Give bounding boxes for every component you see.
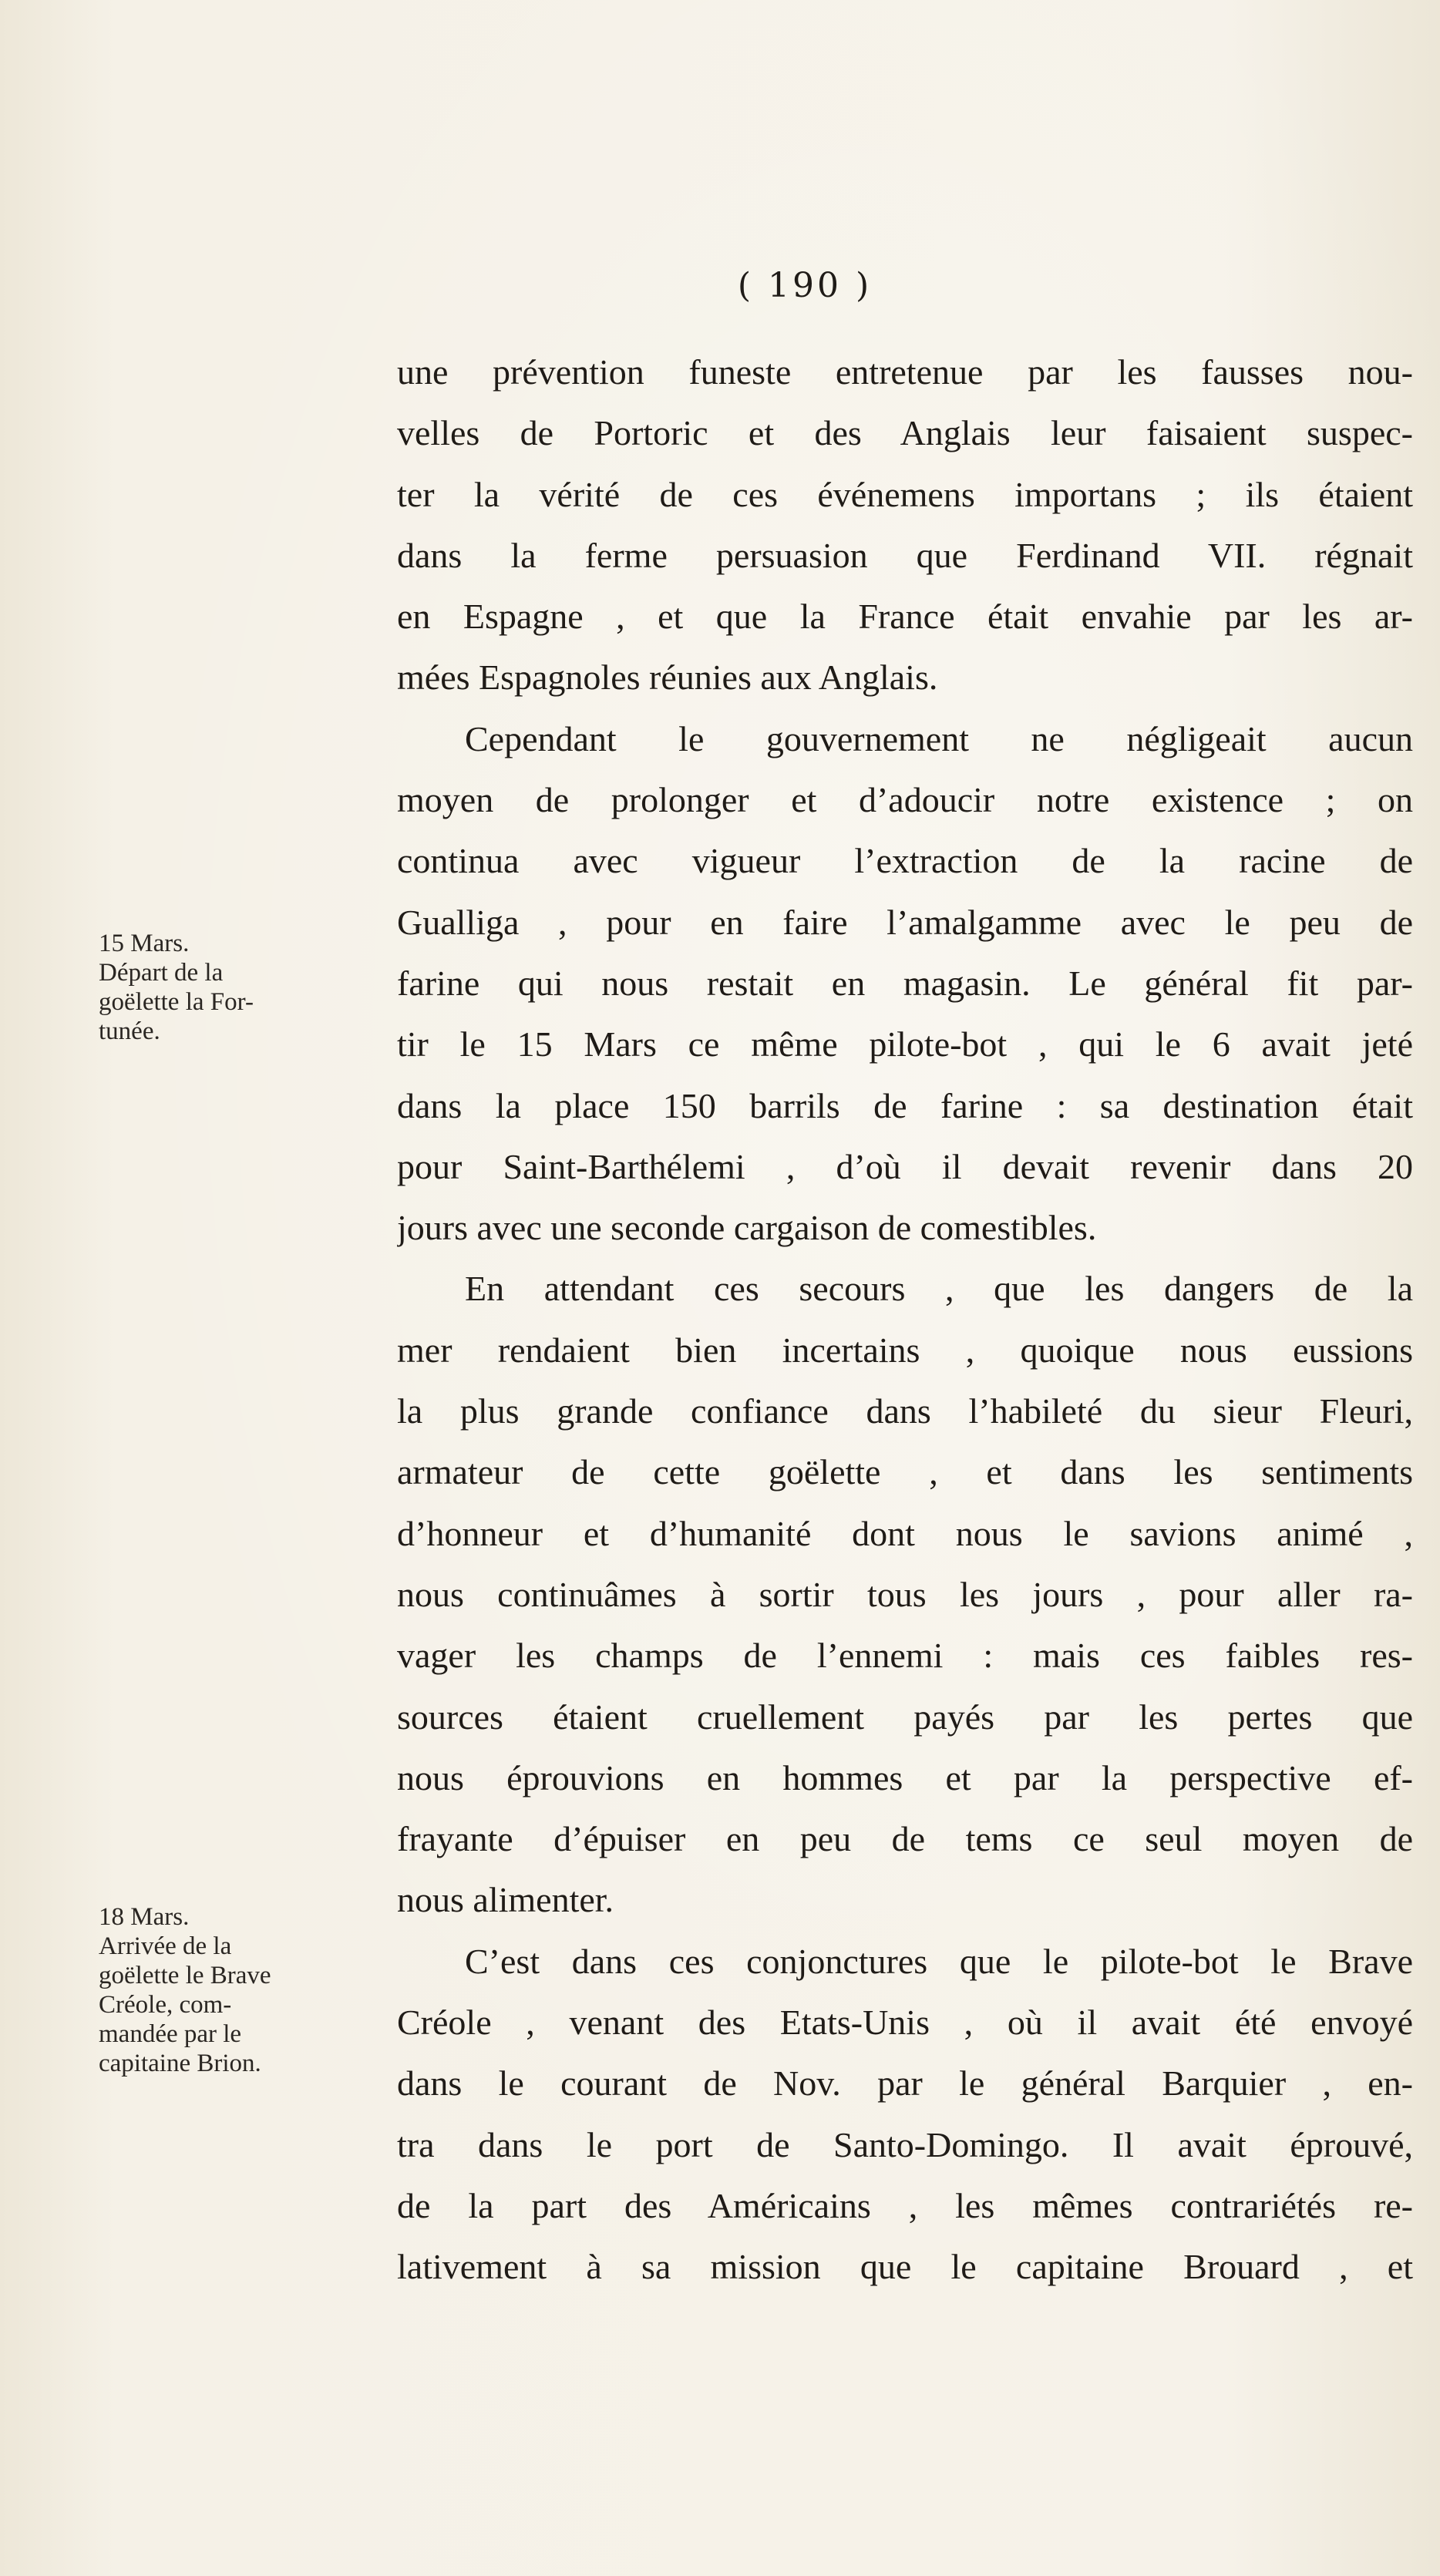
body-text <box>397 341 1413 2298</box>
text-line: frayante d’épuiser en peu de tems ce seul moyen de <box>397 1819 1413 1859</box>
paragraph-4 <box>397 1931 1413 2298</box>
text-line: lativement à sa mission que le capitaine Brouard , et <box>397 2247 1413 2287</box>
text-line: C’est dans ces conjonctures que le pilote-bot le Brave <box>465 1941 1413 1981</box>
margin-note-line: Arrivée de la <box>99 1932 232 1960</box>
text-line: farine qui nous restait en magasin. Le général fit par- <box>397 963 1413 1003</box>
text-line: dans la place 150 barrils de farine : sa destination était <box>397 1085 1413 1125</box>
text-line: Cependant le gouvernement ne négligeait aucun <box>465 718 1413 758</box>
text-line: moyen de prolonger et d’adoucir notre existence ; on <box>397 780 1413 820</box>
text-line: en Espagne , et que la France était envahie par les ar- <box>397 597 1413 637</box>
paragraph-2 <box>397 708 1413 1259</box>
margin-note-line: Départ de la <box>99 959 224 987</box>
margin-note-arrivee <box>99 1902 361 2078</box>
text-line: dans le courant de Nov. par le général Barquier , en- <box>397 2063 1413 2104</box>
text-line: armateur de cette goëlette , et dans les sentiments <box>397 1452 1413 1492</box>
text-line: mées Espagnoles réunies aux Anglais. <box>397 657 938 698</box>
text-line: d’honneur et d’humanité dont nous le savions animé , <box>397 1513 1413 1553</box>
text-line: ter la vérité de ces événemens importans ; ils étaient <box>397 474 1413 514</box>
text-line: tra dans le port de Santo-Domingo. Il avait éprouvé, <box>397 2124 1413 2164</box>
text-line: Gualliga , pour en faire l’amalgamme avec le peu de <box>397 902 1413 942</box>
paragraph-1 <box>397 341 1413 708</box>
text-line: la plus grande confiance dans l’habileté du sieur Fleuri, <box>397 1391 1413 1431</box>
text-line: nous éprouvions en hommes et par la perspective ef- <box>397 1757 1413 1797</box>
text-line: jours avec une seconde cargaison de comestibles. <box>397 1208 1097 1248</box>
text-line: nous continuâmes à sortir tous les jours , pour aller ra- <box>397 1574 1413 1614</box>
text-line: nous alimenter. <box>397 1880 614 1920</box>
text-line: pour Saint-Barthélemi , d’où il devait revenir dans 20 <box>397 1146 1413 1186</box>
margin-note-date: 18 Mars. <box>99 1903 190 1931</box>
text-line: Créole , venant des Etats-Unis , où il avait été envoyé <box>397 2003 1413 2043</box>
text-line: En attendant ces secours , que les dangers de la <box>465 1269 1413 1309</box>
text-line: velles de Portoric et des Anglais leur faisaient suspec- <box>397 413 1413 453</box>
text-line: vager les champs de l’ennemi : mais ces faibles res- <box>397 1636 1413 1676</box>
margin-note-line: Créole, com- <box>99 1991 232 2019</box>
text-line: de la part des Américains , les mêmes contrariétés re- <box>397 2185 1413 2225</box>
text-line: une prévention funeste entretenue par les fausses nou- <box>397 352 1413 392</box>
margin-note-line: mandée par le <box>99 2020 242 2048</box>
text-line: tir le 15 Mars ce même pilote-bot , qui le 6 avait jeté <box>397 1024 1413 1064</box>
margin-note-line: goëlette le Brave <box>99 1962 271 1989</box>
text-line: mer rendaient bien incertains , quoique nous eussions <box>397 1330 1413 1370</box>
margin-note-line: goëlette la For- <box>99 988 254 1016</box>
paragraph-3 <box>397 1258 1413 1930</box>
margin-note-line: capitaine Brion. <box>99 2050 261 2077</box>
page-number: ( 190 ) <box>737 266 873 305</box>
text-line: sources étaient cruellement payés par les pertes que <box>397 1697 1413 1737</box>
text-line: continua avec vigueur l’extraction de la racine de <box>397 841 1413 881</box>
text-line: dans la ferme persuasion que Ferdinand VII. régnait <box>397 535 1413 575</box>
margin-note-depart <box>99 929 361 1046</box>
margin-note-line: tunée. <box>99 1017 160 1045</box>
margin-note-date: 15 Mars. <box>99 930 190 957</box>
